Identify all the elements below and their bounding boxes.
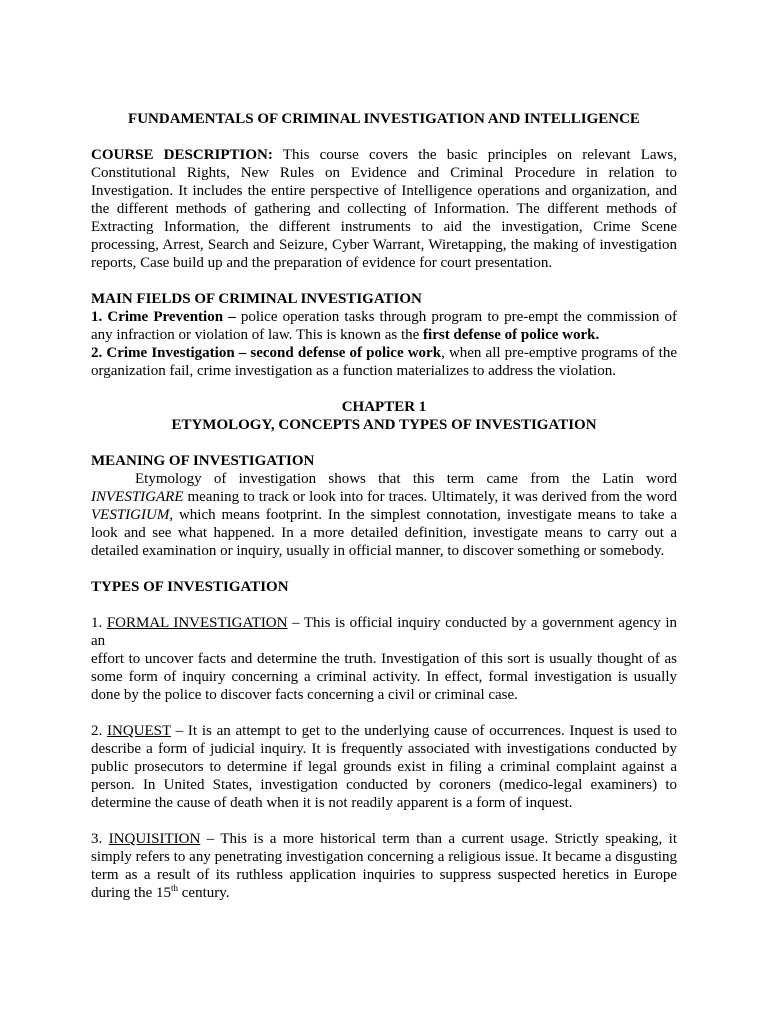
- type-3-text: – This is a more historical term than a current usage. Strictly speaking, it simply refers to any penetrating investigation concerning a religious issue. It became a disgusting term as a result of its ruthless application inquiries to suppress suspected heretics in Europe during the 15: [91, 831, 677, 901]
- field-item-1: [91, 308, 677, 344]
- type-1-text: – This is official inquiry conducted by a government agency in an: [91, 615, 677, 649]
- chapter-title: ETYMOLOGY, CONCEPTS AND TYPES OF INVESTIGATION: [171, 417, 597, 433]
- chapter-number: CHAPTER 1: [341, 399, 427, 415]
- field-item-2: [91, 344, 677, 380]
- meaning-text-2: meaning to track or look into for traces. Ultimately, it was derived from the word: [183, 489, 677, 505]
- types-heading: TYPES OF INVESTIGATION: [91, 579, 289, 595]
- meaning-heading: MEANING OF INVESTIGATION: [91, 453, 315, 469]
- field-item-1-label: 1. Crime Prevention –: [91, 309, 236, 325]
- meaning-paragraph: [91, 470, 677, 560]
- type-2-number: 2.: [91, 723, 108, 739]
- type-1-first-line: [91, 614, 677, 650]
- course-description-label: COURSE DESCRIPTION:: [91, 147, 273, 163]
- type-3-term: INQUISITION: [108, 831, 201, 847]
- latin-word-vestigium: VESTIGIUM: [91, 507, 170, 523]
- type-3-number: 3.: [91, 831, 109, 847]
- document-title: FUNDAMENTALS OF CRIMINAL INVESTIGATION AND INTELLIGENCE: [128, 111, 640, 127]
- type-1-term: FORMAL INVESTIGATION: [106, 615, 288, 631]
- type-2-text: – It is an attempt to get to the underlying cause of occurrences. Inquest is used to describe a form of judicial inquiry. It is frequently associated with investigations conducted by public prosecutors to determine if legal grounds exist in filing a criminal complaint against a person. In United States, investigation conducted by coroners (medico-legal examiners) to determine the cause of death when it is not readily apparent is a form of inquest.: [91, 723, 678, 811]
- type-3-end: century.: [178, 885, 230, 901]
- main-fields-heading: MAIN FIELDS OF CRIMINAL INVESTIGATION: [91, 291, 422, 307]
- course-description: [91, 146, 677, 272]
- field-item-2-label: 2. Crime Investigation – second defense of police work: [91, 345, 442, 361]
- type-2: [91, 722, 677, 812]
- meaning-text-3: , which means footprint. In the simplest connotation, investigate means to take a look and see what happened. In a more detailed definition, investigate means to carry out a detailed examination or inquiry, usually in official manner, to discover something or somebody.: [91, 507, 677, 559]
- type-2-term: INQUEST: [107, 723, 171, 739]
- type-3: [91, 830, 677, 902]
- type-1-number: 1.: [91, 615, 107, 631]
- latin-word-investigare: INVESTIGARE: [91, 489, 184, 505]
- field-item-1-emphasis: first defense of police work.: [423, 327, 600, 343]
- meaning-text-1: Etymology of investigation shows that this term came from the Latin word: [135, 471, 677, 487]
- document-page: [91, 110, 677, 902]
- type-1-rest: effort to uncover facts and determine the truth. Investigation of this sort is usually thought of as some form of inquiry concerning a criminal activity. In effect, formal investigation is usually done by the police to discover facts concerning a civil or criminal case.: [91, 651, 677, 703]
- course-description-text: This course covers the basic principles on relevant Laws, Constitutional Rights, New Rules on Evidence and Criminal Procedure in relation to Investigation. It includes the entire perspective of Intelligence operations and organization, and the different methods of gathering and collecting of Information. The different methods of Extracting Information, the different instruments to aid the investigation, Crime Scene processing, Arrest, Search and Seizure, Cyber Warrant, Wiretapping, the making of investigation reports, Case build up and the preparation of evidence for court presentation.: [91, 147, 677, 271]
- field-item-1-text: police operation tasks through program to pre-empt the commission of any infraction or violation of law. This is known as the: [91, 309, 678, 343]
- type-3-superscript: th: [171, 883, 179, 893]
- field-item-2-text: , when all pre-emptive programs of the organization fail, crime investigation as a function materializes to address the violation.: [91, 345, 677, 379]
